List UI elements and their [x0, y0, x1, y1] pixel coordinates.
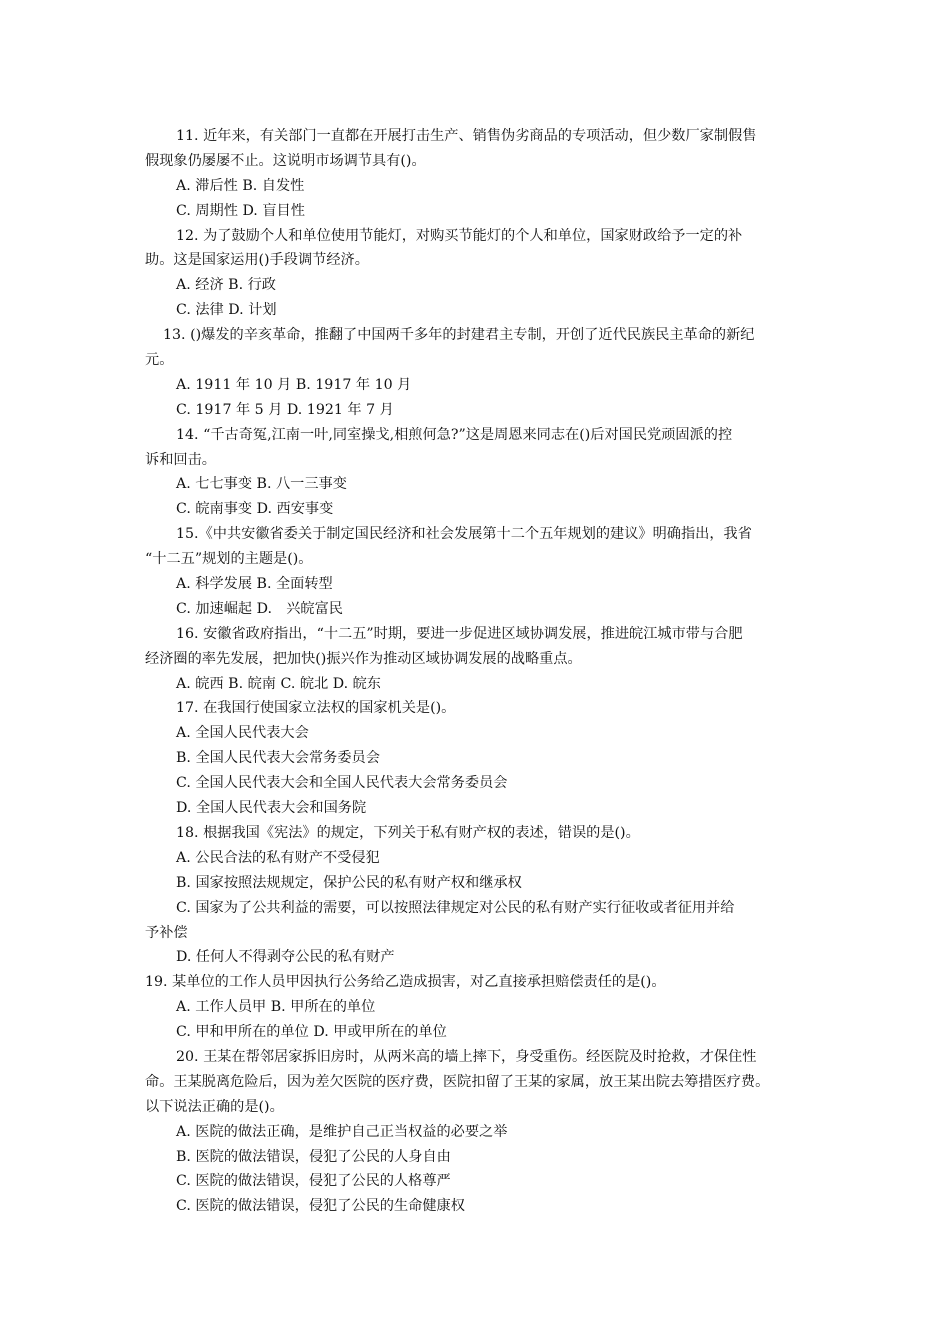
question-11-stem-cont: 假现象仍屡屡不止。这说明市场调节具有()。: [145, 152, 426, 169]
question-17-stem: 17. 在我国行使国家立法权的国家机关是()。: [176, 700, 456, 717]
question-16-stem: 16. 安徽省政府指出，“十二五”时期，要进一步促进区域协调发展，推进皖江城市带与合肥: [176, 625, 743, 642]
question-14-stem-cont: 诉和回击。: [145, 451, 216, 468]
question-20-option-c: C. 医院的做法错误，侵犯了公民的人格尊严: [176, 1173, 451, 1190]
question-18-option-c-cont: 予补偿: [145, 924, 188, 941]
question-11-options-cd: C. 周期性 D. 盲目性: [176, 202, 305, 219]
question-15-options-ab: A. 科学发展 B. 全面转型: [176, 576, 333, 593]
question-18-option-a: A. 公民合法的私有财产不受侵犯: [176, 849, 380, 866]
question-16-stem-cont: 经济圈的率先发展，把加快()振兴作为推动区域协调发展的战略重点。: [145, 650, 582, 667]
question-20-option-c-2: C. 医院的做法错误，侵犯了公民的生命健康权: [176, 1198, 465, 1215]
question-20-option-a: A. 医院的做法正确，是维护自己正当权益的必要之举: [176, 1123, 508, 1140]
question-12-stem: 12. 为了鼓励个人和单位使用节能灯，对购买节能灯的个人和单位，国家财政给予一定的补: [176, 227, 743, 244]
question-18-stem: 18. 根据我国《宪法》的规定，下列关于私有财产权的表述，错误的是()。: [176, 824, 640, 841]
question-20-stem-cont: 命。王某脱离危险后，因为差欠医院的医疗费，医院扣留了王某的家属，放王某出院去筹措医疗费。: [145, 1073, 770, 1090]
question-19-options-ab: A. 工作人员甲 B. 甲所在的单位: [176, 999, 376, 1016]
question-15-options-cd: C. 加速崛起 D. 兴皖富民: [176, 600, 343, 617]
question-14-options-cd: C. 皖南事变 D. 西安事变: [176, 501, 334, 518]
question-12-stem-cont: 助。这是国家运用()手段调节经济。: [145, 252, 369, 269]
question-19-stem: 19. 某单位的工作人员甲因执行公务给乙造成损害，对乙直接承担赔偿责任的是()。: [145, 974, 666, 991]
question-14-stem: 14. “千古奇冤,江南一叶,同室操戈,相煎何急?”这是周恩来同志在()后对国民党顽固派的控: [176, 426, 733, 443]
document-body: [145, 124, 815, 1219]
question-18-option-d: D. 任何人不得剥夺公民的私有财产: [176, 949, 395, 966]
question-20-option-b: B. 医院的做法错误，侵犯了公民的人身自由: [176, 1148, 451, 1165]
question-15-stem: 15.《中共安徽省委关于制定国民经济和社会发展第十二个五年规划的建议》明确指出，我省: [176, 526, 752, 543]
question-13-options-cd: C. 1917 年 5 月 D. 1921 年 7 月: [176, 401, 394, 418]
question-17-option-c: C. 全国人民代表大会和全国人民代表大会常务委员会: [176, 775, 508, 792]
question-13-options-ab: A. 1911 年 10 月 B. 1917 年 10 月: [176, 376, 412, 393]
question-16-options: A. 皖西 B. 皖南 C. 皖北 D. 皖东: [176, 675, 381, 692]
question-11-stem: 11. 近年来，有关部门一直都在开展打击生产、销售伪劣商品的专项活动，但少数厂家制假售: [176, 128, 757, 144]
question-20-stem-cont-2: 以下说法正确的是()。: [145, 1098, 284, 1115]
question-14-options-ab: A. 七七事变 B. 八一三事变: [176, 476, 347, 493]
question-18-option-b: B. 国家按照法规规定，保护公民的私有财产权和继承权: [176, 874, 522, 891]
question-18-option-c: C. 国家为了公共利益的需要，可以按照法律规定对公民的私有财产实行征收或者征用并给: [176, 899, 735, 916]
question-13-stem-cont: 元。: [145, 352, 174, 369]
question-15-stem-cont: “十二五”规划的主题是()。: [145, 551, 313, 568]
question-17-option-a: A. 全国人民代表大会: [176, 725, 309, 742]
question-17-option-b: B. 全国人民代表大会常务委员会: [176, 750, 380, 767]
question-11-options-ab: A. 滞后性 B. 自发性: [176, 177, 305, 194]
question-12-options-cd: C. 法律 D. 计划: [176, 302, 277, 319]
question-20-stem: 20. 王某在帮邻居家拆旧房时，从两米高的墙上摔下，身受重伤。经医院及时抢救，才保住性: [176, 1048, 757, 1065]
question-12-options-ab: A. 经济 B. 行政: [176, 277, 276, 294]
question-17-option-d: D. 全国人民代表大会和国务院: [176, 800, 367, 817]
question-13-stem: 13. ()爆发的辛亥革命，推翻了中国两千多年的封建君主专制，开创了近代民族民主革命的新纪: [163, 327, 755, 344]
question-19-options-cd: C. 甲和甲所在的单位 D. 甲或甲所在的单位: [176, 1024, 447, 1041]
